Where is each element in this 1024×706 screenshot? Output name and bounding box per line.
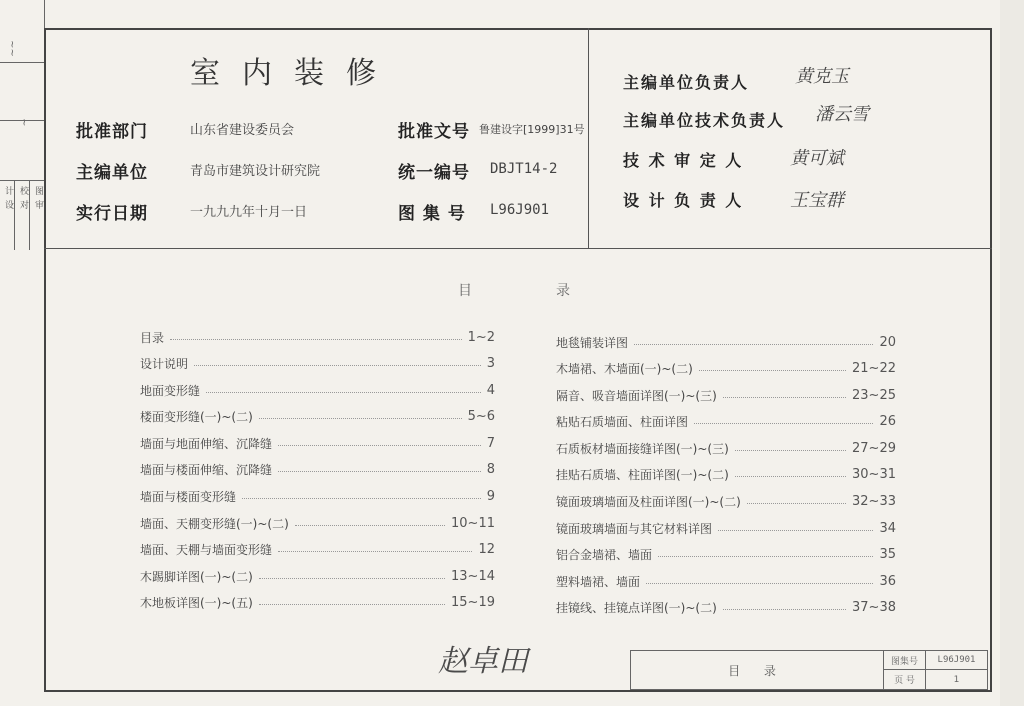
toc-page: 26 <box>879 414 896 430</box>
toc-title: 挂贴石质墙、柱面详图(一)~(二) <box>556 468 729 483</box>
unified-no-value: DBJT14-2 <box>490 161 558 177</box>
toc-page: 8 <box>486 462 495 478</box>
signature: 潘云雪 <box>815 104 869 125</box>
toc-page: 35 <box>879 547 896 563</box>
toc-heading-left: 目 <box>458 283 472 299</box>
toc-heading-right: 录 <box>556 283 570 299</box>
margin-label: 审 <box>33 200 43 209</box>
toc-page: 34 <box>879 520 896 536</box>
toc-page: 5~6 <box>467 409 495 425</box>
scan-border <box>1000 0 1024 706</box>
toc-title: 墙面、天棚与墙面变形缝 <box>140 543 273 558</box>
toc-item <box>140 488 495 506</box>
toc-item <box>140 567 495 585</box>
title-block <box>630 650 988 690</box>
resp-label: 主编单位负责人 <box>623 73 750 92</box>
toc-page: 37~38 <box>852 600 896 616</box>
margin-label: 对 <box>18 200 28 209</box>
unified-no-label: 统一编号 <box>398 163 470 183</box>
toc-page: 1~2 <box>467 329 495 345</box>
toc-item <box>140 408 495 426</box>
toc-page: 15~19 <box>451 595 495 611</box>
margin-label: 图 <box>33 186 43 195</box>
margin-signature-2: ~ <box>18 118 29 127</box>
signature: 黄克玉 <box>795 66 849 87</box>
toc-page: 21~22 <box>852 361 896 377</box>
atlas-no-cell-value: L96J901 <box>925 651 987 670</box>
approval-doc-label: 批准文号 <box>398 122 470 142</box>
toc-item <box>556 333 896 351</box>
toc-page: 4 <box>486 382 495 398</box>
toc-page: 27~29 <box>852 440 896 456</box>
toc-title: 地面变形缝 <box>140 383 201 398</box>
margin-label: 设 <box>3 200 13 209</box>
toc-page: 23~25 <box>852 387 896 403</box>
toc-item <box>140 514 495 532</box>
toc-item <box>140 434 495 452</box>
toc-title: 挂镜线、挂镜点详图(一)~(二) <box>556 601 717 616</box>
toc-title: 铝合金墙裙、墙面 <box>556 548 653 563</box>
approval-doc-value: 鲁建设字[1999]31号 <box>479 123 585 136</box>
toc-item <box>556 466 896 484</box>
toc-page: 30~31 <box>852 467 896 483</box>
toc-item <box>556 439 896 457</box>
impl-date-label: 实行日期 <box>76 204 148 224</box>
toc-item <box>140 594 495 612</box>
toc-right-column <box>556 333 896 617</box>
toc-item <box>140 381 495 399</box>
toc-title: 镜面玻璃墙面及柱面详图(一)~(二) <box>556 495 741 510</box>
toc-page: 9 <box>486 489 495 505</box>
toc-page: 32~33 <box>852 494 896 510</box>
toc-title: 木墙裙、木墙面(一)~(二) <box>556 362 693 377</box>
handwritten-note: 赵卓田 <box>438 644 528 679</box>
toc-title: 木地板详图(一)~(五) <box>140 596 253 611</box>
toc-title: 墙面、天棚变形缝(一)~(二) <box>140 516 289 531</box>
signature: 黄可斌 <box>790 148 844 169</box>
approval-dept-value: 山东省建设委员会 <box>190 123 295 138</box>
toc-title: 石质板材墙面接缝详图(一)~(三) <box>556 441 729 456</box>
toc-title: 隔音、吸音墙面详图(一)~(三) <box>556 388 717 403</box>
toc-item <box>556 386 896 404</box>
toc-page: 36 <box>879 573 896 589</box>
toc-title: 楼面变形缝(一)~(二) <box>140 410 253 425</box>
toc-title: 设计说明 <box>140 357 189 372</box>
toc-page: 7 <box>486 435 495 451</box>
toc-title: 地毯铺装详图 <box>556 335 629 350</box>
signature: 王宝群 <box>790 190 844 211</box>
chief-unit-label: 主编单位 <box>76 163 148 183</box>
resp-label: 技 术 审 定 人 <box>623 151 744 170</box>
toc-title: 墙面与楼面伸缩、沉降缝 <box>140 463 273 478</box>
toc-title: 墙面与楼面变形缝 <box>140 490 237 505</box>
atlas-no-cell-label: 图集号 <box>883 651 925 670</box>
title-block-name: 目 录 <box>728 663 786 678</box>
toc-item <box>556 493 896 511</box>
toc-item <box>140 355 495 373</box>
page-no-cell-value: 1 <box>925 670 987 689</box>
toc-title: 墙面与地面伸缩、沉降缝 <box>140 436 273 451</box>
toc-item <box>140 461 495 479</box>
approval-dept-label: 批准部门 <box>76 122 148 142</box>
toc-page: 12 <box>478 542 495 558</box>
toc-left-column <box>140 328 495 612</box>
toc-page: 13~14 <box>451 568 495 584</box>
toc-item <box>140 541 495 559</box>
margin-strip <box>0 0 45 250</box>
toc-title: 木踢脚详图(一)~(二) <box>140 569 253 584</box>
toc-item <box>556 519 896 537</box>
toc-page: 3 <box>486 356 495 372</box>
toc-item <box>140 328 495 346</box>
resp-label: 主编单位技术负责人 <box>623 111 786 130</box>
header-split <box>588 28 589 248</box>
toc-title: 目录 <box>140 330 165 345</box>
margin-signature-1: ~~ <box>6 40 17 57</box>
resp-label: 设 计 负 责 人 <box>623 191 744 210</box>
atlas-no-label: 图 集 号 <box>398 204 466 224</box>
toc-page: 20 <box>879 334 896 350</box>
toc-title: 塑料墙裙、墙面 <box>556 574 641 589</box>
page-title: 室内装修 <box>190 56 398 91</box>
atlas-no-value: L96J901 <box>490 202 550 218</box>
toc-title: 镜面玻璃墙面与其它材料详图 <box>556 521 713 536</box>
toc-item <box>556 546 896 564</box>
impl-date-value: 一九九九年十月一日 <box>190 205 308 220</box>
toc-item <box>556 572 896 590</box>
margin-label: 计 <box>3 186 13 195</box>
page-no-cell-label: 页 号 <box>883 670 925 689</box>
chief-unit-value: 青岛市建筑设计研究院 <box>190 164 321 179</box>
toc-item <box>556 413 896 431</box>
toc-item <box>556 360 896 378</box>
margin-label: 校 <box>18 186 28 195</box>
toc-item <box>556 599 896 617</box>
toc-page: 10~11 <box>451 515 495 531</box>
toc-title: 粘贴石质墙面、柱面详图 <box>556 415 689 430</box>
header-divider <box>44 248 992 249</box>
